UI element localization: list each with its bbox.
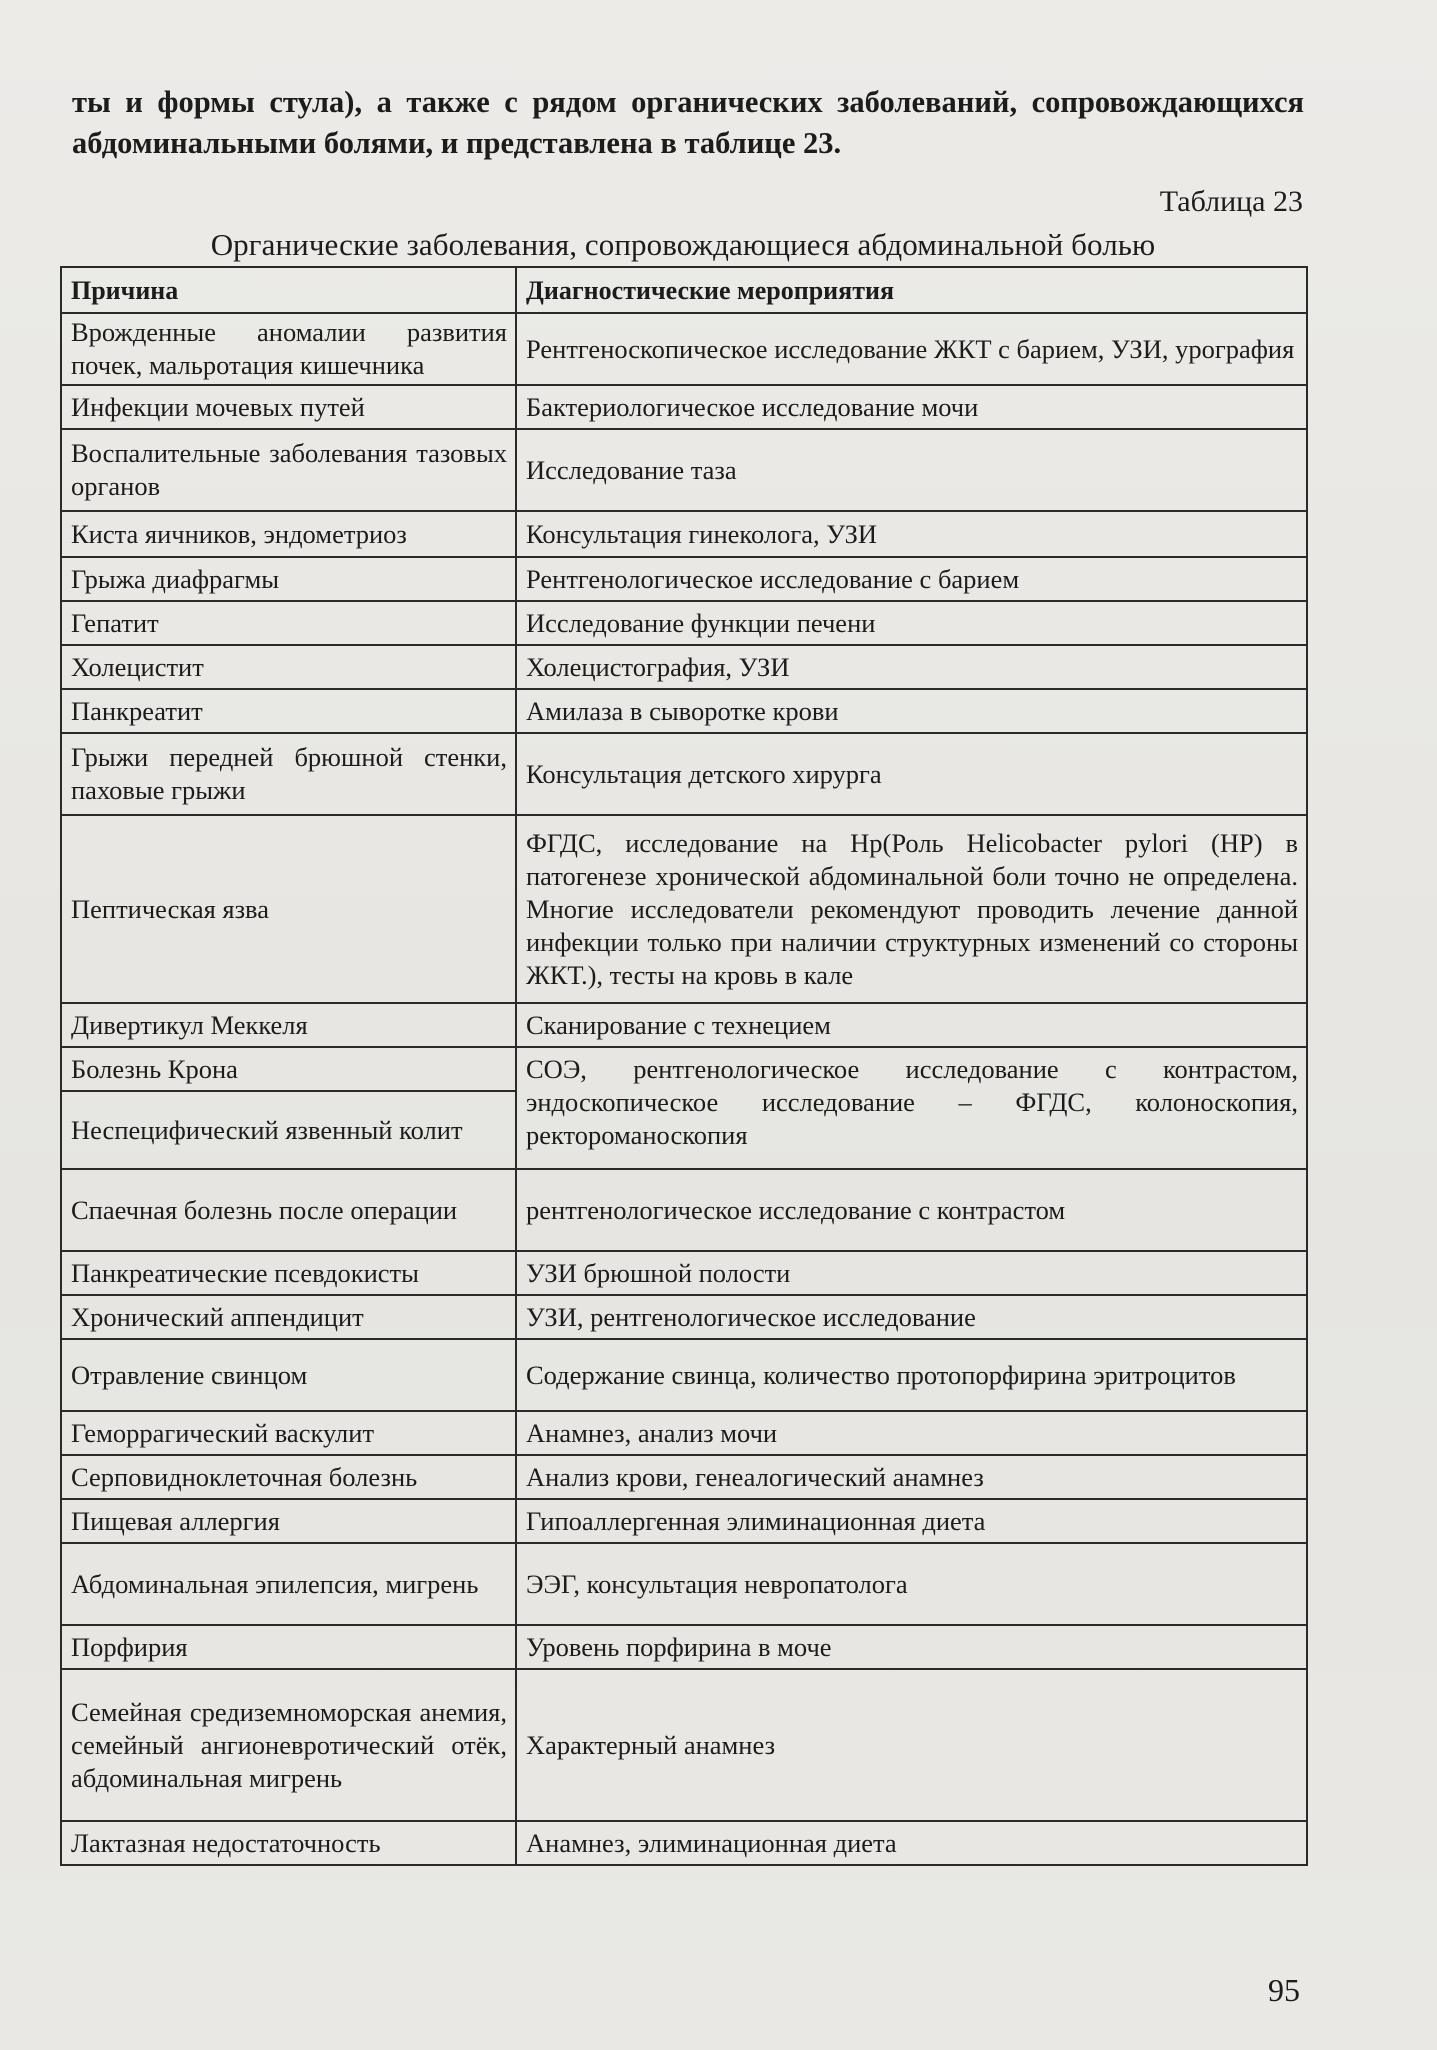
table-row	[61, 601, 1307, 645]
diagnostics-cell: Консультация детского хирурга	[516, 733, 1307, 815]
table-row	[61, 1455, 1307, 1499]
table-row	[61, 1625, 1307, 1669]
diagnostics-cell: Исследование функции печени	[516, 601, 1307, 645]
table-row	[61, 1047, 1307, 1091]
table-row	[61, 385, 1307, 429]
diagnostics-table	[60, 266, 1308, 1866]
cause-cell: Пищевая аллергия	[61, 1499, 516, 1543]
cause-cell: Грыжа диафрагмы	[61, 557, 516, 601]
diagnostics-cell: СОЭ, рентгенологическое исследование с контрастом, эндоскопическое исследование – ФГДС, колоноскопия, ректороманоскопия	[516, 1047, 1307, 1169]
cause-cell: Врожденные аномалии развития почек, мальротация кишечника	[61, 313, 516, 385]
cause-cell: Дивертикул Меккеля	[61, 1003, 516, 1047]
cause-cell: Семейная средиземноморская анемия, семейный ангионевротический отёк, абдоминальная мигрень	[61, 1669, 516, 1821]
table-row	[61, 1821, 1307, 1865]
table-row	[61, 1669, 1307, 1821]
table-row	[61, 1169, 1307, 1251]
cause-cell: Абдоминальная эпилепсия, мигрень	[61, 1543, 516, 1625]
diagnostics-cell: Исследование таза	[516, 429, 1307, 511]
diagnostics-cell: Амилаза в сыворотке крови	[516, 689, 1307, 733]
cause-cell: Киста яичников, эндометриоз	[61, 511, 516, 557]
table-number: Таблица 23	[1159, 185, 1303, 218]
table-row	[61, 557, 1307, 601]
cause-cell: Грыжи передней брюшной стенки, паховые грыжи	[61, 733, 516, 815]
table-row	[61, 689, 1307, 733]
diagnostics-cell: Анамнез, анализ мочи	[516, 1411, 1307, 1455]
table-row	[61, 1339, 1307, 1411]
cause-cell: Спаечная болезнь после операции	[61, 1169, 516, 1251]
cause-cell: Инфекции мочевых путей	[61, 385, 516, 429]
table-row	[61, 1499, 1307, 1543]
diagnostics-cell: Сканирование с технецием	[516, 1003, 1307, 1047]
table-row	[61, 1543, 1307, 1625]
table-header-row	[61, 267, 1307, 313]
table-row	[61, 429, 1307, 511]
diagnostics-cell: УЗИ, рентгенологическое исследование	[516, 1295, 1307, 1339]
cause-cell: Неспецифический язвенный колит	[61, 1091, 516, 1169]
cause-cell: Серповидноклеточная болезнь	[61, 1455, 516, 1499]
cause-cell: Лактазная недостаточность	[61, 1821, 516, 1865]
cause-cell: Хронический аппендицит	[61, 1295, 516, 1339]
diagnostics-cell: Характерный анамнез	[516, 1669, 1307, 1821]
diagnostics-cell: ЭЭГ, консультация невропатолога	[516, 1543, 1307, 1625]
page-number: 95	[1268, 1972, 1300, 2008]
diagnostics-cell: Бактериологическое исследование мочи	[516, 385, 1307, 429]
table-row	[61, 1411, 1307, 1455]
cause-cell: Воспалительные заболевания тазовых органов	[61, 429, 516, 511]
diagnostics-cell: Рентгенологическое исследование с барием	[516, 557, 1307, 601]
table-row	[61, 1295, 1307, 1339]
cause-cell: Порфирия	[61, 1625, 516, 1669]
cause-cell: Геморрагический васкулит	[61, 1411, 516, 1455]
diagnostics-cell: Содержание свинца, количество протопорфирина эритроцитов	[516, 1339, 1307, 1411]
diagnostics-cell: ФГДС, исследование на Hp(Роль Helicobacter pylori (HP) в патогенезе хронической абдоминальной боли точно не определена. Многие исследователи рекомендуют проводить лечение данной инфекции только при наличии структурных изменений со стороны ЖКТ.), тесты на кровь в кале	[516, 815, 1307, 1003]
table-row	[61, 645, 1307, 689]
cause-cell: Холецистит	[61, 645, 516, 689]
diagnostics-cell: рентгенологическое исследование с контрастом	[516, 1169, 1307, 1251]
table-row	[61, 1251, 1307, 1295]
diagnostics-cell: Гипоаллергенная элиминационная диета	[516, 1499, 1307, 1543]
diagnostics-cell: Рентгеноскопическое исследование ЖКТ с барием, УЗИ, урография	[516, 313, 1307, 385]
diagnostics-cell: УЗИ брюшной полости	[516, 1251, 1307, 1295]
table-row	[61, 1003, 1307, 1047]
diagnostics-cell: Анамнез, элиминационная диета	[516, 1821, 1307, 1865]
table-row	[61, 733, 1307, 815]
table-caption: Органические заболевания, сопровождающиеся абдоминальной болью	[210, 227, 1156, 262]
cause-cell: Болезнь Крона	[61, 1047, 516, 1091]
cause-cell: Пептическая язва	[61, 815, 516, 1003]
cause-cell: Панкреатит	[61, 689, 516, 733]
header-cause: Причина	[61, 267, 516, 313]
header-diagnostics: Диагностические мероприятия	[516, 267, 1307, 313]
table-row	[61, 511, 1307, 557]
intro-paragraph: ты и формы стула), а также с рядом органических заболеваний, сопровождающихся абдоминальными болями, и представлена в таблице 23.	[72, 85, 1304, 160]
cause-cell: Панкреатические псевдокисты	[61, 1251, 516, 1295]
diagnostics-cell: Уровень порфирина в моче	[516, 1625, 1307, 1669]
diagnostics-cell: Анализ крови, генеалогический анамнез	[516, 1455, 1307, 1499]
diagnostics-cell: Консультация гинеколога, УЗИ	[516, 511, 1307, 557]
table-row	[61, 313, 1307, 385]
cause-cell: Гепатит	[61, 601, 516, 645]
table-row	[61, 815, 1307, 1003]
cause-cell: Отравление свинцом	[61, 1339, 516, 1411]
diagnostics-cell: Холецистография, УЗИ	[516, 645, 1307, 689]
